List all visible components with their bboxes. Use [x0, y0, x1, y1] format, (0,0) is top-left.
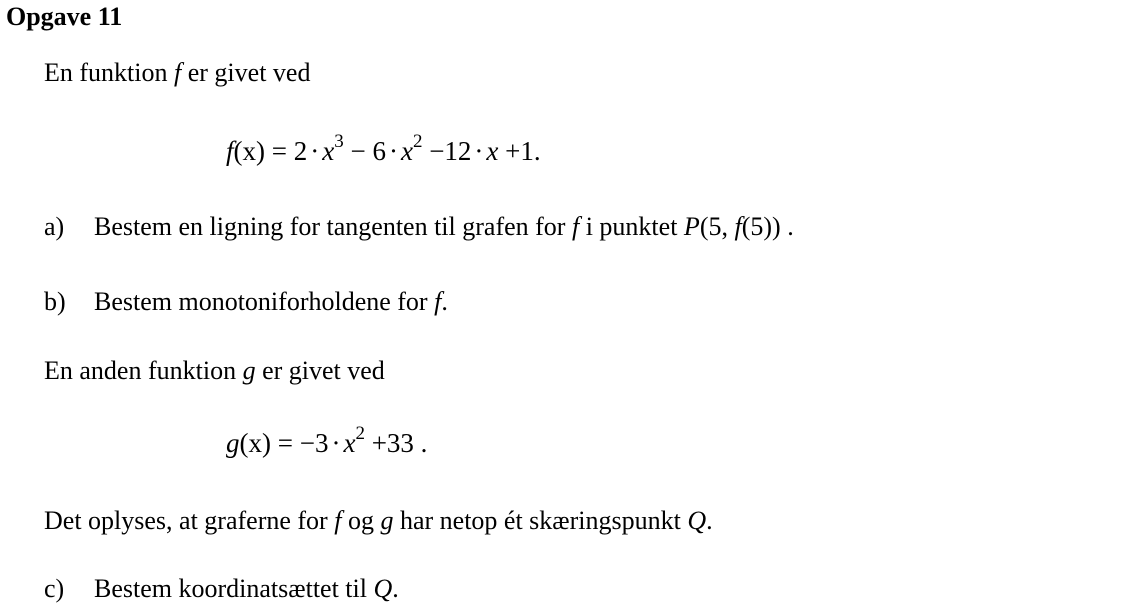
- dot-operator: ·: [310, 136, 320, 166]
- statement-text-after: har netop ét skæringspunkt: [393, 506, 688, 535]
- formula-f-const: +1: [498, 136, 534, 166]
- formula-f: [226, 131, 541, 167]
- formula-g-exponent: 2: [355, 423, 365, 444]
- question-a-var: f: [571, 212, 580, 241]
- statement-point: Q: [687, 506, 707, 535]
- exercise-title: Opgave 11: [6, 2, 123, 31]
- question-c-point: Q: [373, 574, 393, 603]
- question-b-text-start: Bestem monotoniforholdene for: [94, 287, 435, 316]
- formula-f-coef: − 6: [343, 136, 386, 166]
- question-a-text: [94, 212, 794, 242]
- question-a-label: a): [44, 212, 65, 241]
- question-a-point-close: (5)) .: [741, 212, 794, 241]
- formula-g-end: .: [413, 428, 428, 458]
- statement-var-f: f: [334, 506, 342, 535]
- statement-text: Det oplyses, at graferne for: [44, 506, 335, 535]
- formula-f-exponent: 2: [412, 131, 423, 152]
- question-b-label: b): [44, 287, 66, 316]
- formula-f-eq: = 2: [265, 136, 308, 166]
- question-a-text-mid: i punktet: [579, 212, 684, 241]
- question-c-label: c): [44, 574, 65, 603]
- statement-var-g: g: [380, 506, 394, 535]
- formula-f-exponent: 3: [334, 131, 344, 152]
- intro-f-var: f: [174, 58, 182, 87]
- formula-f-var: x: [322, 136, 335, 166]
- intro-g: [44, 356, 385, 386]
- intro-g-text: En anden funktion: [44, 356, 243, 385]
- question-c-text-start: Bestem koordinatsættet til: [94, 574, 374, 603]
- dot-operator: ·: [474, 136, 484, 166]
- statement: [44, 506, 713, 536]
- formula-g-const: +33: [364, 428, 414, 458]
- dot-operator: ·: [388, 136, 398, 166]
- intro-f-text: En funktion: [44, 58, 174, 87]
- question-a-point-open: (5,: [699, 212, 735, 241]
- formula-f-var: x: [400, 136, 413, 166]
- question-b-text: [94, 287, 448, 317]
- formula-g-eq: = −3: [270, 428, 329, 458]
- question-b-var: f: [434, 287, 442, 316]
- question-c-text-end: .: [392, 574, 399, 603]
- question-b-text-end: .: [441, 287, 448, 316]
- intro-g-text-end: er givet ved: [255, 356, 385, 385]
- question-a-point: P: [683, 212, 700, 241]
- formula-g-fn: g: [226, 428, 240, 458]
- formula-f-arg: (x): [233, 136, 265, 166]
- intro-f-text-end: er givet ved: [181, 58, 311, 87]
- formula-f-coef: −12: [422, 136, 472, 166]
- formula-f-var: x: [486, 136, 499, 166]
- dot-operator: ·: [331, 428, 341, 458]
- formula-g: [226, 423, 428, 459]
- formula-f-end: .: [533, 136, 541, 166]
- question-a-point-fn: f: [734, 212, 742, 241]
- question-a-text-start: Bestem en ligning for tangenten til grafen for: [94, 212, 572, 241]
- formula-g-arg: (x): [239, 428, 271, 458]
- formula-g-var: x: [343, 428, 356, 458]
- intro-g-var: g: [242, 356, 256, 385]
- formula-f-fn: f: [226, 136, 234, 166]
- statement-end: .: [706, 506, 713, 535]
- statement-text-mid: og: [341, 506, 381, 535]
- question-c-text: [94, 574, 399, 604]
- intro-f: [44, 58, 310, 88]
